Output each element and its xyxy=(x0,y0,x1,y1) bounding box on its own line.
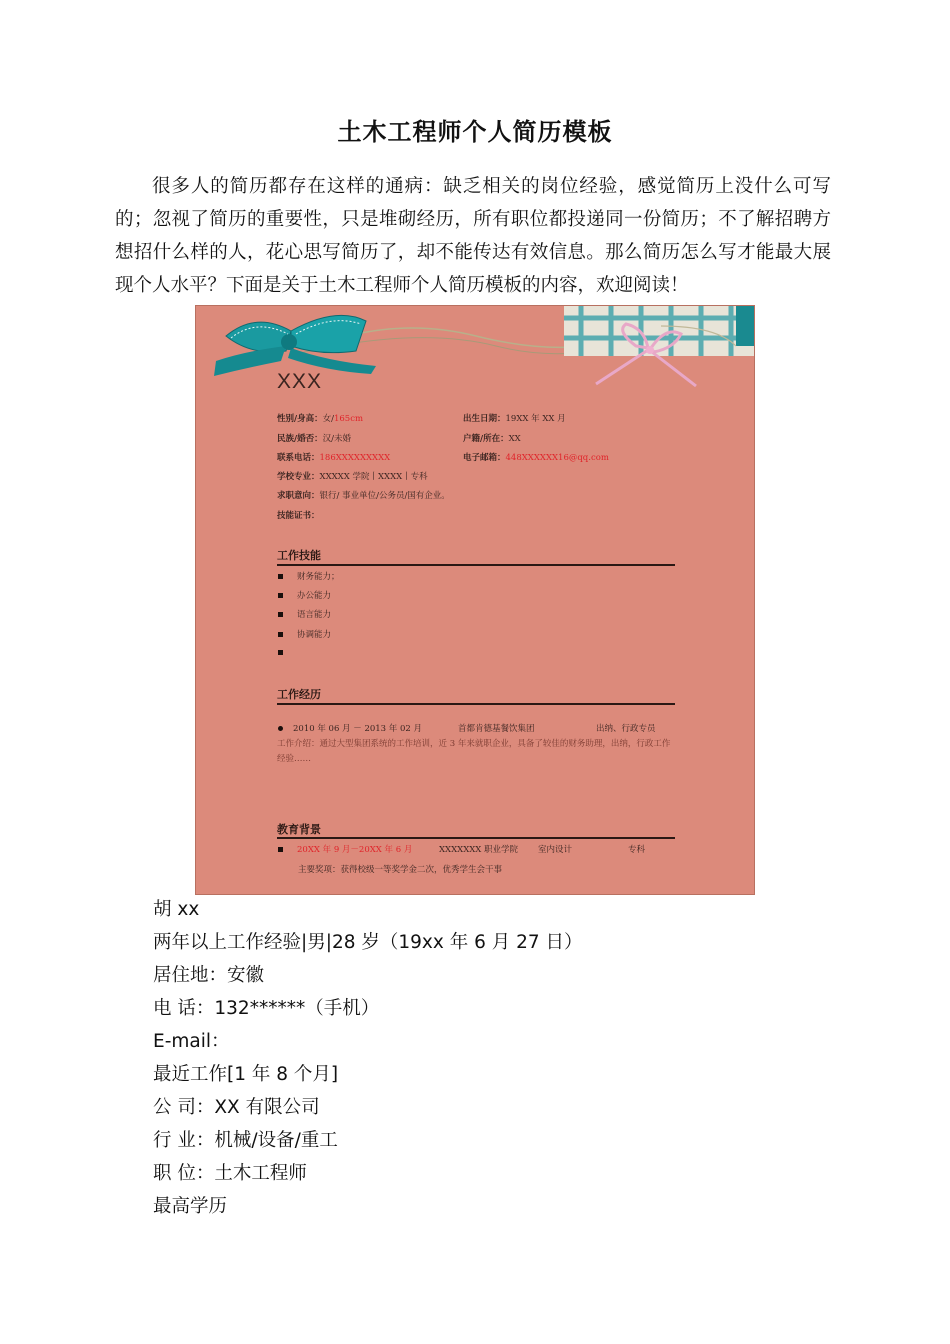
skill-item xyxy=(278,570,340,582)
bullet-icon xyxy=(278,574,283,579)
skill-item xyxy=(278,589,331,601)
label: 民族/婚否： xyxy=(277,434,323,444)
bullet-icon xyxy=(278,593,283,598)
skill-label: 财务能力； xyxy=(297,572,340,582)
value: XXXXX 学院丨XXXX丨专科 xyxy=(319,472,428,482)
resume-template-image xyxy=(195,305,755,895)
info-industry: 行 业：机械/设备/重工 xyxy=(153,1130,338,1151)
resume-name: XXX xyxy=(277,370,323,393)
experience-period: 2010 年 06 月 － 2013 年 02 月 xyxy=(293,724,423,734)
info-email: E-mail： xyxy=(153,1031,230,1052)
value: 19XX 年 XX 月 xyxy=(505,414,566,424)
skill-label: 语言能力 xyxy=(297,610,332,620)
divider xyxy=(277,564,675,566)
experience-position: 出纳、行政专员 xyxy=(596,724,656,734)
skills-title: 工作技能 xyxy=(277,549,321,562)
value: 汉/未婚 xyxy=(322,434,351,444)
education-period: 20XX 年 9 月－20XX 年 6 月 xyxy=(297,845,413,855)
resume-cert xyxy=(277,509,320,521)
label: 技能证书： xyxy=(277,511,320,521)
resume-phone xyxy=(277,451,390,463)
intro-paragraph: 很多人的简历都存在这样的通病：缺乏相关的岗位经验，感觉简历上没什么可写的；忽视了简历的重要性，只是堆砌经历，所有职位都投递同一份简历；不了解招聘方想招什么样的人，花心思写简历了，却不能传达有效信息。那么简历怎么写才能最大展现个人水平？下面是关于土木工程师个人简历模板的内容，欢迎阅读！ xyxy=(115,176,831,296)
label: 性别/身高： xyxy=(277,414,323,424)
resume-intent xyxy=(277,489,450,501)
value: 女/ xyxy=(322,414,334,424)
document-title: 土木工程师个人简历模板 xyxy=(337,118,613,146)
skill-item xyxy=(278,608,331,620)
resume-gender-height xyxy=(277,412,363,424)
value: 186XXXXXXXXX xyxy=(319,453,391,463)
divider xyxy=(277,837,675,839)
resume-school xyxy=(277,470,428,482)
education-degree: 专科 xyxy=(628,845,646,855)
skill-label: 协调能力 xyxy=(297,630,332,640)
resume-birth xyxy=(463,412,566,424)
bullet-icon xyxy=(278,632,283,637)
label: 联系电话： xyxy=(277,453,320,463)
education-major: 室内设计 xyxy=(538,845,573,855)
info-recent-work: 最近工作[1 年 8 个月] xyxy=(153,1064,339,1085)
bullet-icon xyxy=(278,847,283,852)
experience-title: 工作经历 xyxy=(277,688,321,701)
label: 学校专业： xyxy=(277,472,320,482)
label: 户籍/所在： xyxy=(463,434,509,444)
experience-company: 首都肯德基餐饮集团 xyxy=(458,724,535,734)
info-phone: 电 话：132******（手机） xyxy=(153,998,380,1019)
label: 电子邮箱： xyxy=(463,453,506,463)
resume-hometown xyxy=(463,432,521,444)
resume-email xyxy=(463,451,609,463)
experience-item xyxy=(278,722,422,734)
value: XX xyxy=(508,434,521,444)
resume-ethnicity xyxy=(277,432,351,444)
education-awards: 主要奖项：获得校级一等奖学金二次，优秀学生会干事 xyxy=(298,865,503,875)
skill-label: 办公能力 xyxy=(297,591,332,601)
divider xyxy=(277,703,675,705)
info-residence: 居住地：安徽 xyxy=(153,965,265,986)
info-position: 职 位：土木工程师 xyxy=(153,1163,307,1184)
info-name: 胡 xx xyxy=(153,899,200,920)
info-experience: 两年以上工作经验|男|28 岁（19xx 年 6 月 27 日） xyxy=(153,932,583,953)
label: 出生日期： xyxy=(463,414,506,424)
value: 165cm xyxy=(333,414,364,424)
education-title: 教育背景 xyxy=(277,823,321,836)
value: 448XXXXXX16@qq.com xyxy=(505,453,609,463)
info-education: 最高学历 xyxy=(153,1196,228,1217)
bullet-icon xyxy=(278,612,283,617)
experience-description: 工作介绍：通过大型集团系统的工作培训，近 3 年来就职企业，具备了较佳的财务助理，出纳，行政工作经验…… xyxy=(277,739,671,764)
education-school: XXXXXXX 职业学院 xyxy=(439,845,519,855)
value: 银行/ 事业单位/公务员/国有企业。 xyxy=(319,491,450,501)
skill-item xyxy=(278,628,331,640)
bullet-icon xyxy=(278,650,283,655)
skill-item xyxy=(278,648,297,658)
info-company: 公 司：XX 有限公司 xyxy=(153,1097,320,1118)
education-item xyxy=(278,843,412,855)
label: 求职意向： xyxy=(277,491,320,501)
bullet-icon xyxy=(278,726,283,731)
